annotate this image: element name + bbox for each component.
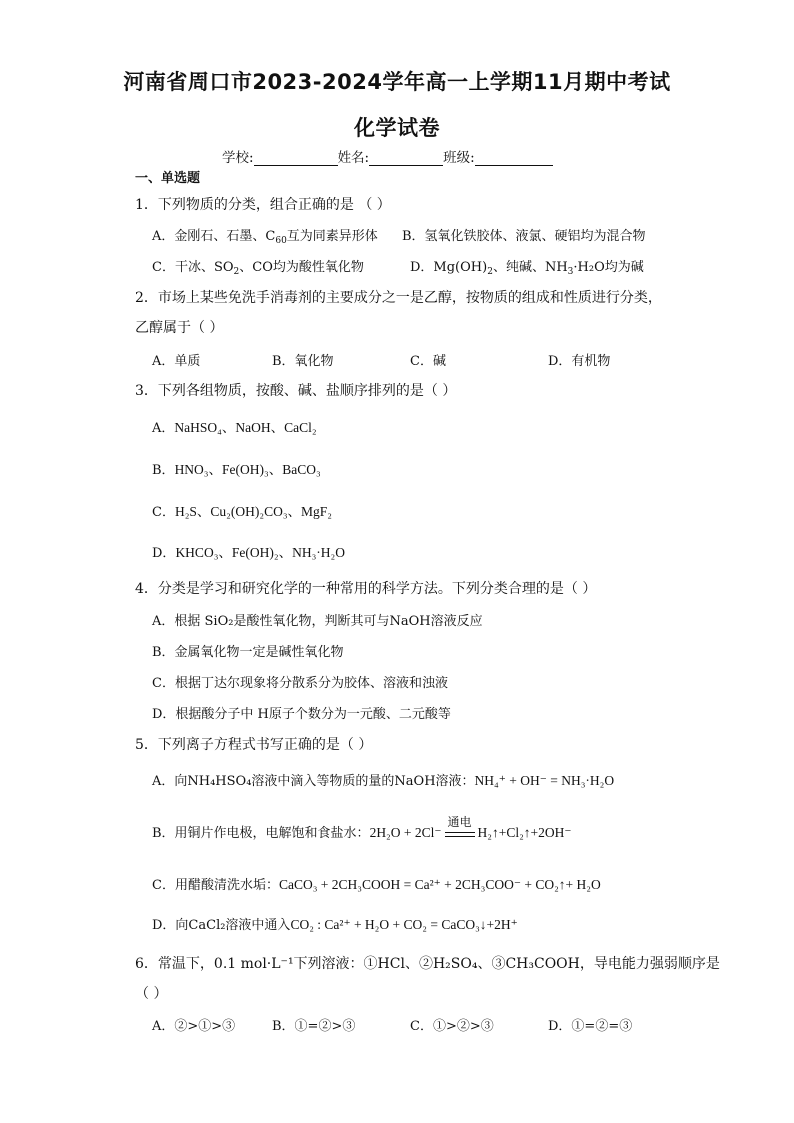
school-field[interactable]: [254, 151, 338, 166]
school-label: 学校:: [222, 150, 254, 166]
q1-option-a: [152, 225, 378, 246]
q3-option-c: [152, 500, 332, 520]
q6-option-b: B．①=②>③: [272, 1019, 356, 1034]
q1-option-b: B．氢氧化铁胶体、液氯、硬铝均为混合物: [402, 229, 646, 244]
question-6-stem-1: 6．常温下，0.1 mol·L⁻¹下列溶液：①HCl、②H₂SO₄、③CH₃COOH，导电能力强弱顺序是: [135, 956, 720, 972]
question-6-stem-2: （ ）: [135, 986, 168, 1002]
section-heading: 一、单选题: [135, 171, 201, 186]
class-label: 班级:: [443, 150, 475, 166]
q3-option-d: [152, 541, 345, 561]
q3-a-label: A．: [152, 421, 175, 436]
q1-option-c: [152, 256, 364, 277]
q2-option-c: C．碱: [410, 354, 446, 369]
q3-b-formula: HNO₃、Fe(OH)₃、BaCO₃: [174, 462, 321, 477]
q5-c-text: C．用醋酸清洗水垢：: [152, 878, 279, 893]
q1-d-sub-2: 3: [567, 267, 574, 277]
q1-a-text-2: 互为同素异形体: [286, 229, 378, 244]
equals-bar-bottom: [445, 836, 475, 837]
q1-option-d: [410, 256, 644, 277]
q3-a-formula: NaHSO₄、NaOH、CaCl₂: [174, 420, 317, 435]
q5-b-equation-right: H₂↑+Cl₂↑+2OH⁻: [477, 825, 572, 840]
q5-option-b: [152, 814, 572, 841]
q4-option-b: B．金属氧化物一定是碱性氧化物: [152, 645, 344, 660]
q5-d-text: D．向CaCl₂溶液中通入: [152, 918, 291, 933]
question-5-stem: 5．下列离子方程式书写正确的是（ ）: [135, 737, 373, 753]
q3-d-label: D．: [152, 546, 176, 561]
q1-d-text-3: ·H₂O均为碱: [573, 260, 644, 275]
equals-bar-top: [445, 832, 475, 833]
q1-d-text: D．Mg(OH): [410, 260, 488, 275]
q6-option-c: C．①>②>③: [410, 1019, 494, 1034]
q5-option-d: [152, 914, 518, 933]
q3-option-a: [152, 416, 317, 436]
electrolysis-condition: [443, 814, 477, 841]
q5-b-equation-left: 2H₂O + 2Cl⁻: [369, 825, 442, 840]
q1-a-sub: 60: [275, 236, 287, 246]
q5-d-equation: CO₂ : Ca²⁺ + H₂O + CO₂ = CaCO₃↓+2H⁺: [290, 917, 518, 932]
exam-title: 河南省周口市2023-2024学年高一上学期11月期中考试: [123, 70, 671, 94]
q3-option-b: [152, 458, 321, 478]
q2-option-b: B．氧化物: [272, 354, 334, 369]
q3-b-label: B．: [152, 463, 175, 478]
student-info-line: [222, 146, 553, 166]
q5-b-text: B．用铜片作电极，电解饱和食盐水：: [152, 826, 370, 841]
q5-a-text: A．向NH₄HSO₄溶液中滴入等物质的量的NaOH溶液：: [152, 774, 475, 789]
q2-option-a: A．单质: [152, 354, 201, 369]
q3-c-formula: H₂S、Cu₂(OH)₂CO₃、MgF₂: [174, 504, 333, 519]
question-4-stem: 4．分类是学习和研究化学的一种常用的科学方法。下列分类合理的是（ ）: [135, 581, 597, 597]
q1-c-sub: 2: [233, 267, 240, 277]
q6-option-d: D．①=②=③: [548, 1019, 633, 1034]
q4-option-c: C．根据丁达尔现象将分散系分为胶体、溶液和浊液: [152, 676, 448, 691]
electrolysis-label: 通电: [447, 814, 472, 829]
q5-option-c: [152, 874, 601, 893]
q1-a-text: A．金刚石、石墨、C: [152, 229, 276, 244]
q5-option-a: [152, 770, 614, 789]
question-2-stem-1: 2．市场上某些免洗手消毒剂的主要成分之一是乙醇，按物质的组成和性质进行分类，: [135, 290, 662, 306]
exam-subtitle: 化学试卷: [354, 116, 440, 140]
q6-option-a: A．②>①>③: [152, 1019, 236, 1034]
q3-c-label: C．: [152, 505, 175, 520]
name-field[interactable]: [369, 151, 443, 166]
q1-d-sub: 2: [487, 267, 493, 277]
q1-c-text: C．干冰、SO: [152, 260, 234, 275]
question-2-stem-2: 乙醇属于（ ）: [135, 320, 224, 336]
q3-d-formula: KHCO₃、Fe(OH)₂、NH₃·H₂O: [175, 545, 345, 560]
q5-a-equation: NH₄⁺ + OH⁻ = NH₃·H₂O: [474, 773, 615, 788]
q5-c-equation: CaCO₃ + 2CH₃COOH = Ca²⁺ + 2CH₃COO⁻ + CO₂↑+ H₂O: [278, 877, 601, 892]
question-1-stem: 1．下列物质的分类，组合正确的是 （ ）: [135, 197, 391, 213]
name-label: 姓名:: [337, 150, 370, 166]
q1-d-text-2: 、纯碱、NH: [492, 260, 568, 275]
class-field[interactable]: [475, 151, 553, 166]
q4-option-d: D．根据酸分子中 H原子个数分为一元酸、二元酸等: [152, 707, 451, 722]
question-3-stem: 3．下列各组物质，按酸、碱、盐顺序排列的是（ ）: [135, 383, 457, 399]
q2-option-d: D．有机物: [548, 354, 611, 369]
q1-c-text-2: 、CO均为酸性氧化物: [239, 260, 364, 275]
q4-option-a: A．根据 SiO₂是酸性氧化物，判断其可与NaOH溶液反应: [152, 614, 483, 629]
